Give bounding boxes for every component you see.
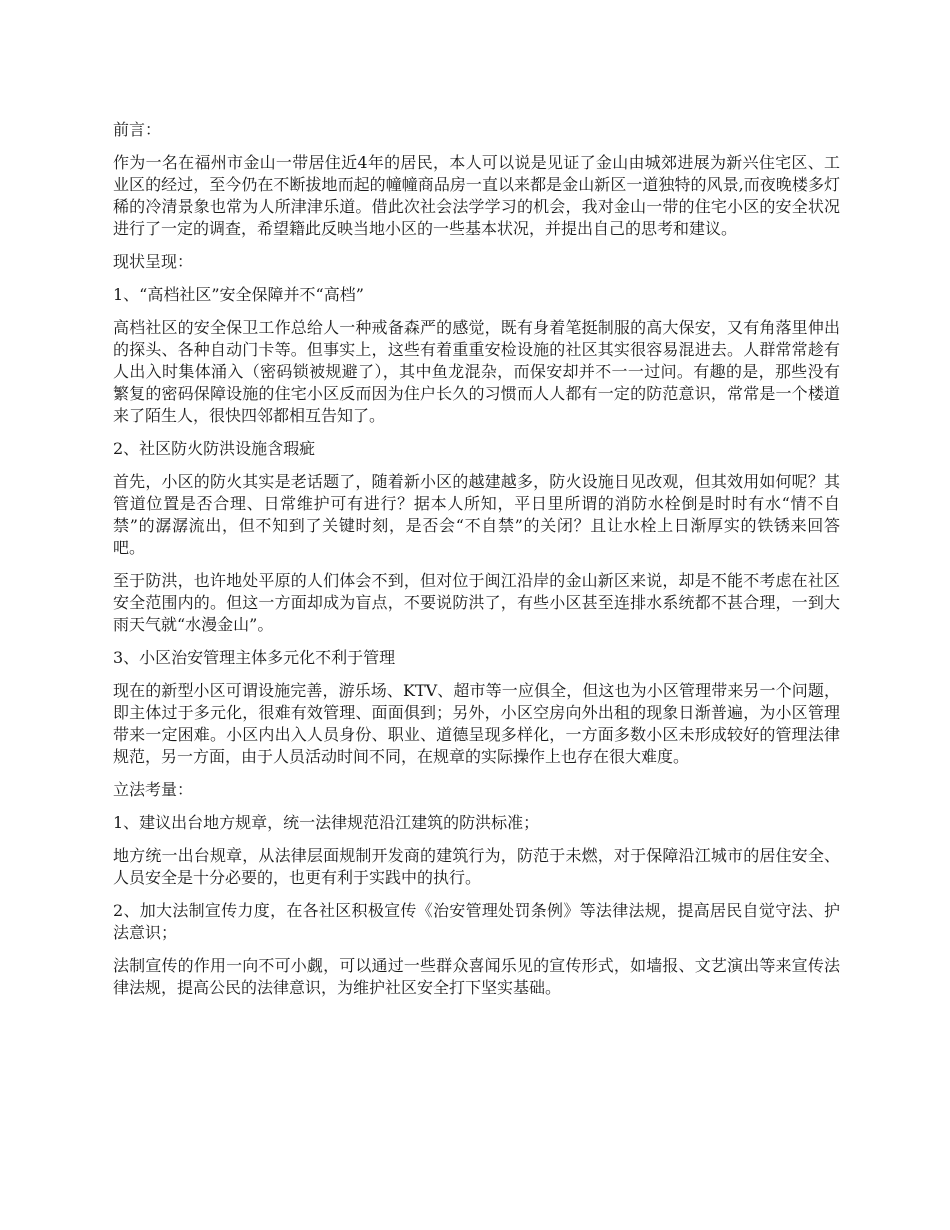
preface-heading: 前言：: [113, 120, 162, 139]
section-2-paragraph-flood: 至于防洪，也许地处平原的人们体会不到，但对位于闽江沿岸的金山新区来说，却是不能不考虑在社区安全范围内的。但这一方面却成为盲点，不要说防洪了，有些小区甚至连排水系统都不甚合理，一到大雨天气就“水漫金山”。: [113, 571, 840, 634]
proposal-2-heading: 2、加大法制宣传力度，在各社区积极宣传《治安管理处罚条例》等法律法规，提高居民自觉守法、护法意识；: [113, 901, 840, 942]
proposal-1-heading: 1、建议出台地方规章，统一法律规范沿江建筑的防洪标准；: [113, 813, 540, 832]
section-2-paragraph-fire: 首先，小区的防火其实是老话题了，随着新小区的越建越多，防火设施日见改观，但其效用如何呢？其管道位置是否合理、日常维护可有进行？据本人所知，平日里所谓的消防水栓倒是时时有水“情不自禁”的潺潺流出，但不知到了关键时刻，是否会“不自禁”的关闭？且让水栓上日渐厚实的铁锈来回答吧。: [113, 472, 840, 557]
legislation-heading: 立法考量：: [113, 780, 194, 799]
section-1-paragraph: 高档社区的安全保卫工作总给人一种戒备森严的感觉，既有身着笔挺制服的高大保安，又有角落里伸出的探头、各种自动门卡等。但事实上，这些有着重重安检设施的社区其实很容易混进去。人群常常趁有人出入时集体涌入（密码锁被规避了），其中鱼龙混杂，而保安却并不一一过问。有趣的是，那些没有繁复的密码保障设施的住宅小区反而因为住户长久的习惯而人人都有一定的防范意识，常常是一个楼道来了陌生人，很快四邻都相互告知了。: [113, 318, 840, 425]
proposal-2-paragraph: 法制宣传的作用一向不可小觑，可以通过一些群众喜闻乐见的宣传形式，如墙报、文艺演出等来宣传法律法规，提高公民的法律意识，为维护社区安全打下坚实基础。: [113, 956, 840, 997]
preface-paragraph: 作为一名在福州市金山一带居住近4年的居民，本人可以说是见证了金山由城郊进展为新兴住宅区、工业区的经过，至今仍在不断拔地而起的幢幢商品房一直以来都是金山新区一道独特的风景,而夜晚楼多灯稀的冷清景象也常为人所津津乐道。借此次社会法学学习的机会，我对金山一带的住宅小区的安全状况进行了一定的调查，希望籍此反映当地小区的一些基本状况，并提出自己的思考和建议。: [113, 153, 840, 238]
section-2-heading: 2、社区防火防洪设施含瑕疵: [113, 439, 316, 458]
section-3-paragraph: 现在的新型小区可谓设施完善，游乐场、KTV、超市等一应俱全，但这也为小区管理带来另一个问题，即主体过于多元化，很难有效管理、面面俱到；另外，小区空房向外出租的现象日渐普遍，为小区管理带来一定困难。小区内出入人员身份、职业、道德呈现多样化，一方面多数小区未形成较好的管理法律规范，另一方面，由于人员活动时间不同，在规章的实际操作上也存在很大难度。: [113, 681, 840, 766]
status-heading: 现状呈现：: [113, 252, 194, 271]
section-1-heading: 1、“高档社区”安全保障并不“高档”: [113, 285, 364, 304]
document-body: [113, 119, 840, 1010]
proposal-1-paragraph: 地方统一出台规章，从法律层面规制开发商的建筑行为，防范于未燃，对于保障沿江城市的居住安全、人员安全是十分必要的，也更有利于实践中的执行。: [113, 846, 840, 887]
section-3-heading: 3、小区治安管理主体多元化不利于管理: [113, 648, 396, 667]
